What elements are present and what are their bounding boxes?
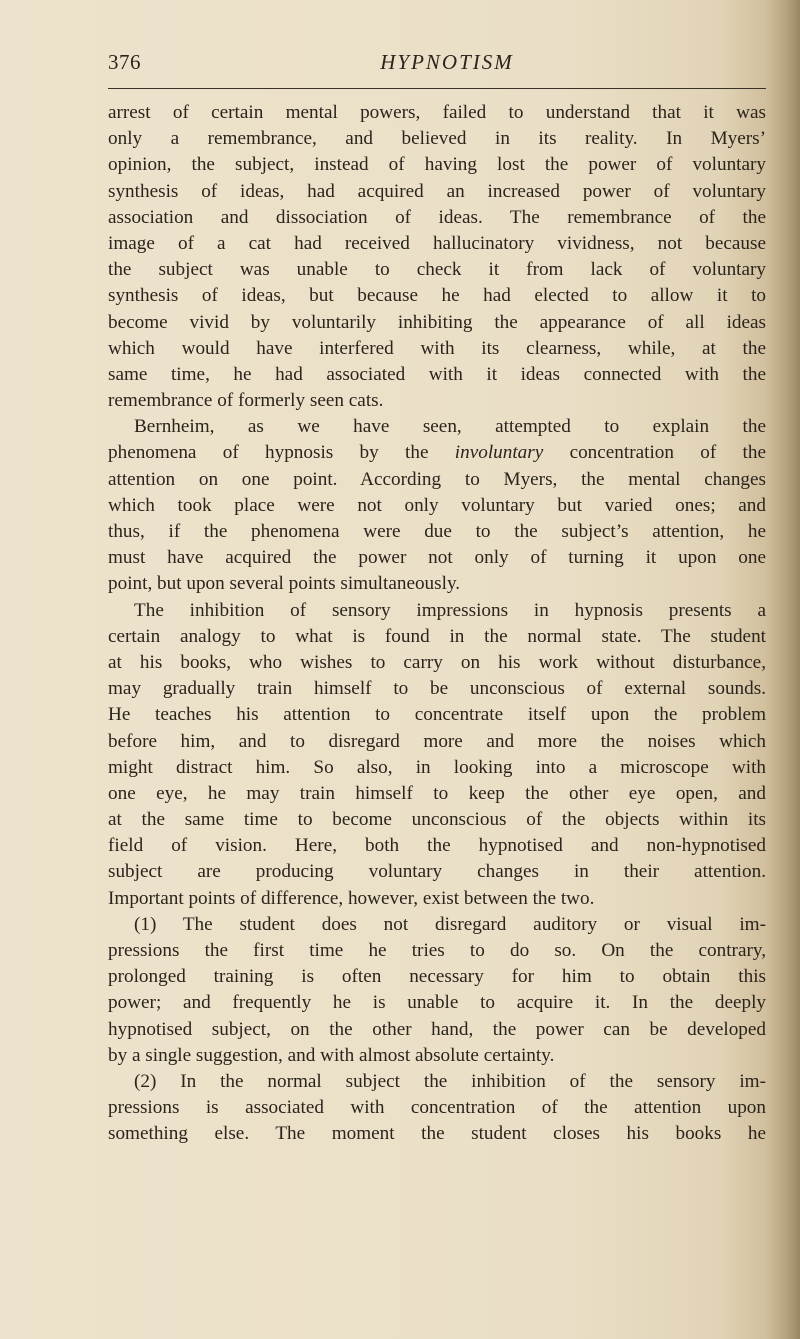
text-line: power; and frequently he is unable to acquire it. In the deeply (108, 992, 766, 1014)
text-line: image of a cat had received hallucinatory vividness, not because (108, 232, 766, 254)
text-line: synthesis of ideas, but because he had elected to allow it to (108, 285, 766, 307)
text-line: might distract him. So also, in looking into a microscope with (108, 756, 766, 778)
text-line: hypnotised subject, on the other hand, the power can be developed (108, 1018, 766, 1040)
text-line: synthesis of ideas, had acquired an increased power of voluntary (108, 180, 766, 202)
text-line: The inhibition of sensory impressions in hypnosis presents a (134, 599, 766, 621)
text-line: same time, he had associated with it ideas connected with the (108, 363, 766, 385)
text-line: (2) In the normal subject the inhibition of the sensory im- (134, 1070, 766, 1092)
text-segment: phenomena of hypnosis by the (108, 442, 455, 464)
text-line: one eye, he may train himself to keep the other eye open, and (108, 782, 766, 804)
text-line: something else. The moment the student closes his books he (108, 1123, 766, 1145)
text-line: before him, and to disregard more and more the noises which (108, 730, 766, 752)
text-line: (1) The student does not disregard auditory or visual im- (134, 913, 766, 935)
text-line: certain analogy to what is found in the normal state. The student (108, 625, 766, 647)
italic-emphasis: involuntary (454, 442, 544, 464)
text-line: subject are producing voluntary changes in their attention. (108, 861, 766, 883)
page-edge-shadow (766, 0, 800, 1339)
body-text (108, 100, 766, 1148)
text-line: prolonged training is often necessary for him to obtain this (108, 966, 766, 988)
text-line: point, but upon several points simultaneously. (108, 573, 461, 595)
text-line: arrest of certain mental powers, failed to understand that it was (108, 102, 766, 123)
text-line: field of vision. Here, both the hypnotised and non-hypnotised (108, 835, 766, 857)
text-line: which took place were not only voluntary but varied ones; and (108, 494, 766, 516)
text-line: pressions the first time he tries to do so. On the contrary, (108, 940, 766, 961)
text-line: may gradually train himself to be unconscious of external sounds. (108, 678, 766, 700)
text-line: must have acquired the power not only of turning it upon one (108, 547, 766, 569)
text-line: pressions is associated with concentration of the attention upon (108, 1097, 766, 1119)
text-line: which would have interfered with its clearness, while, at the (108, 337, 766, 359)
text-line: become vivid by voluntarily inhibiting the appearance of all ideas (108, 311, 766, 333)
text-line: Bernheim, as we have seen, attempted to explain the (134, 416, 766, 438)
text-line: remembrance of formerly seen cats. (108, 390, 384, 412)
text-segment: concentration of the (543, 442, 766, 464)
text-line: He teaches his attention to concentrate itself upon the problem (108, 704, 766, 726)
running-title: HYPNOTISM (380, 50, 514, 74)
text-line: at the same time to become unconscious of the objects within its (108, 809, 766, 831)
text-line: association and dissociation of ideas. The remembrance of the (108, 206, 766, 228)
text-line: opinion, the subject, instead of having lost the power of voluntary (108, 154, 766, 176)
text-line: thus, if the phenomena were due to the subject’s attention, he (108, 521, 766, 542)
text-line: only a remembrance, and believed in its reality. In Myers’ (108, 128, 766, 150)
page-number: 376 (108, 50, 141, 74)
text-line: at his books, who wishes to carry on his work without disturbance, (108, 651, 766, 673)
text-line: attention on one point. According to Myers, the mental changes (108, 468, 766, 490)
text-line: the subject was unable to check it from lack of voluntary (108, 259, 766, 281)
text-line (108, 440, 766, 466)
page-header (108, 40, 766, 89)
text-line: Important points of difference, however, exist between the two. (108, 887, 595, 909)
text-line: by a single suggestion, and with almost absolute certainty. (108, 1044, 555, 1066)
